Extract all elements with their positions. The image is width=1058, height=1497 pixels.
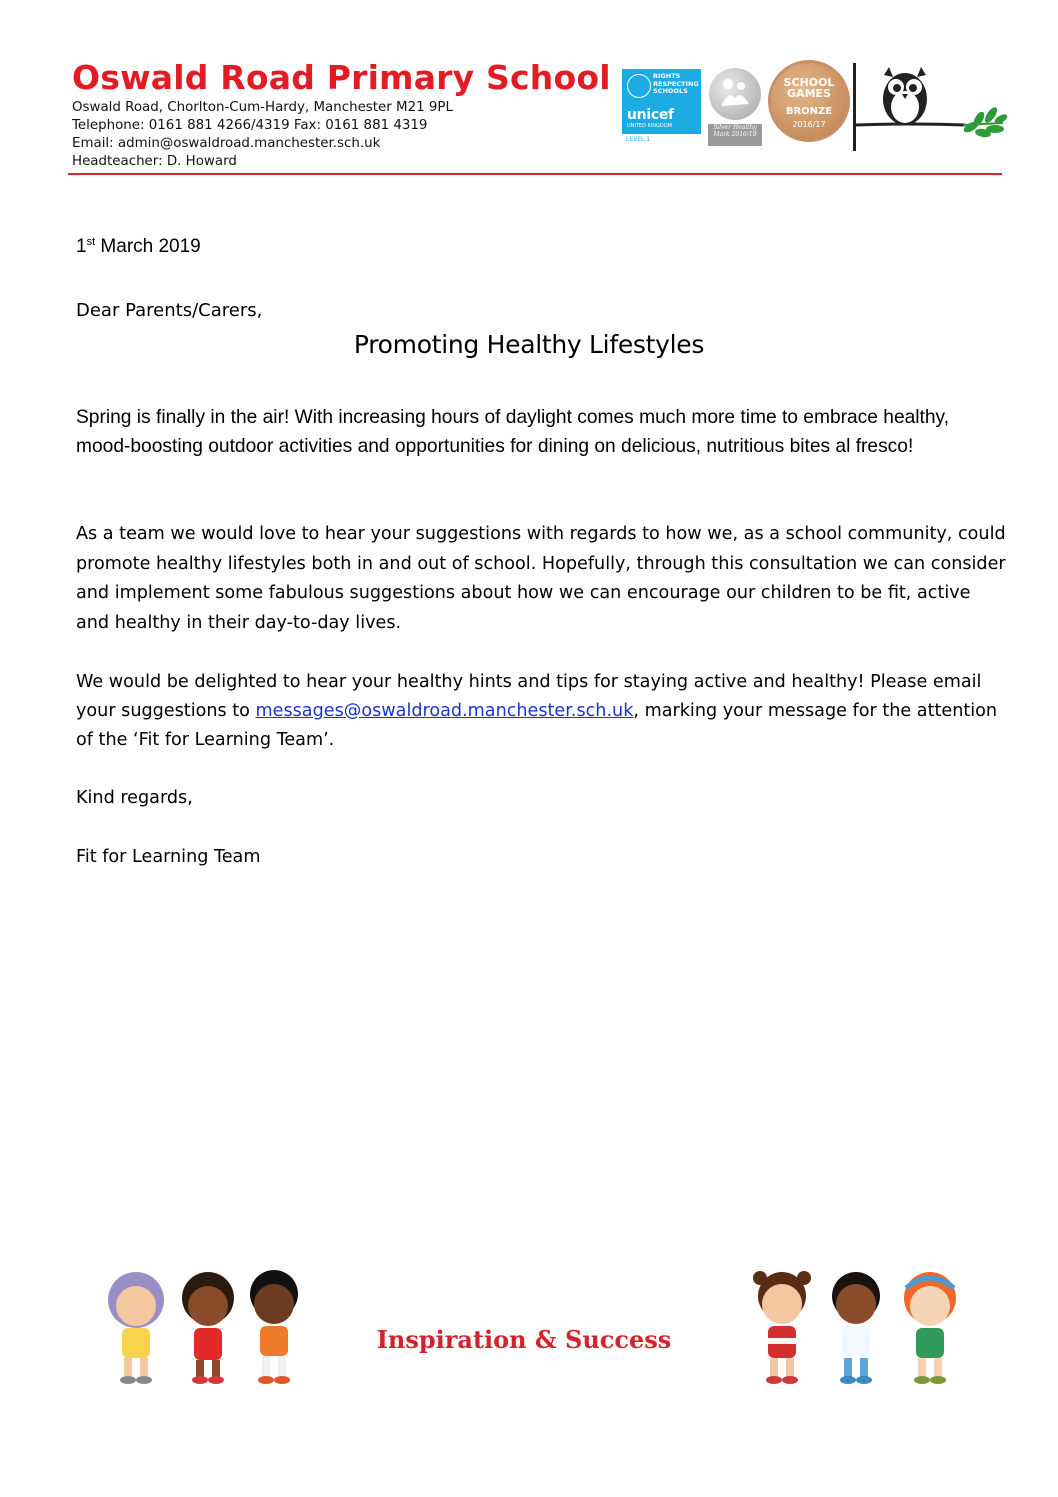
contact-text-before: We would be delighted to hear your healthy hints and tips for staying active and healthy! Please email your suggestions to [76, 672, 982, 721]
healthy-schools-silver-logo [709, 68, 761, 120]
unicef-wordmark: unicef [627, 107, 674, 123]
closing: Kind regards, [76, 788, 193, 808]
letter-title: Promoting Healthy Lifestyles [353, 330, 705, 359]
signoff: Fit for Learning Team [76, 847, 261, 867]
silver-mark-caption: Silver Healthy Mark 2016/19 [708, 124, 762, 146]
email-line: Email: admin@oswaldroad.manchester.sch.uk [72, 136, 381, 151]
family-figures-icon [709, 68, 761, 120]
unicef-rights-respecting-logo [622, 69, 701, 134]
footer-motto: Inspiration & Success [376, 1325, 672, 1354]
rrs-label: RIGHTS RESPECTING SCHOOLS [653, 72, 699, 95]
paragraph-spring: Spring is finally in the air! With increasing hours of daylight comes much more time to embrace healthy, mood-boosting outdoor activities and opportunities for dining on delicious, nutritious bites al fresco! [76, 407, 950, 457]
school-name: Oswald Road Primary School [72, 58, 611, 97]
globe-icon [627, 74, 651, 98]
letter-date [76, 236, 201, 258]
contact-block [72, 99, 453, 171]
paragraph-suggestions: As a team we would love to hear your suggestions with regards to how we, as a school community, could promote healthy lifestyles both in and out of school. Hopefully, through this consultation we can consider and implement some fabulous suggestions about how we can encourage our children to be fit, active and healthy in their day-to-day lives. [76, 524, 1006, 633]
school-games-bronze-logo [768, 60, 850, 142]
school-games-year: 2016/17 [792, 120, 826, 129]
contact-email-link[interactable]: messages@oswaldroad.manchester.sch.uk [255, 701, 634, 721]
telephone-line: Telephone: 0161 881 4266/4319 Fax: 0161 881 4319 [72, 118, 428, 133]
headteacher-line: Headteacher: D. Howard [72, 154, 237, 169]
salutation: Dear Parents/Carers, [76, 300, 263, 321]
date-day: 1 [76, 236, 87, 257]
unicef-uk-label: UNITED KINGDOM [627, 123, 672, 129]
school-address: Oswald Road, Chorlton-Cum-Hardy, Manchester M21 9PL [72, 100, 453, 115]
date-month-year: March 2019 [95, 236, 201, 257]
unicef-level-label: LEVEL 1 [626, 136, 651, 143]
school-games-title: SCHOOL GAMES [783, 76, 835, 100]
paragraph-contact [76, 668, 1006, 755]
children-illustration-right [746, 1262, 968, 1390]
header-divider [68, 173, 1002, 175]
contact-text-after: , marking your message for the attention of the ‘Fit for Learning Team’. [76, 701, 998, 750]
owl-on-branch-icon [853, 63, 1008, 153]
school-games-level: BRONZE [785, 106, 833, 117]
date-suffix: st [86, 236, 96, 248]
